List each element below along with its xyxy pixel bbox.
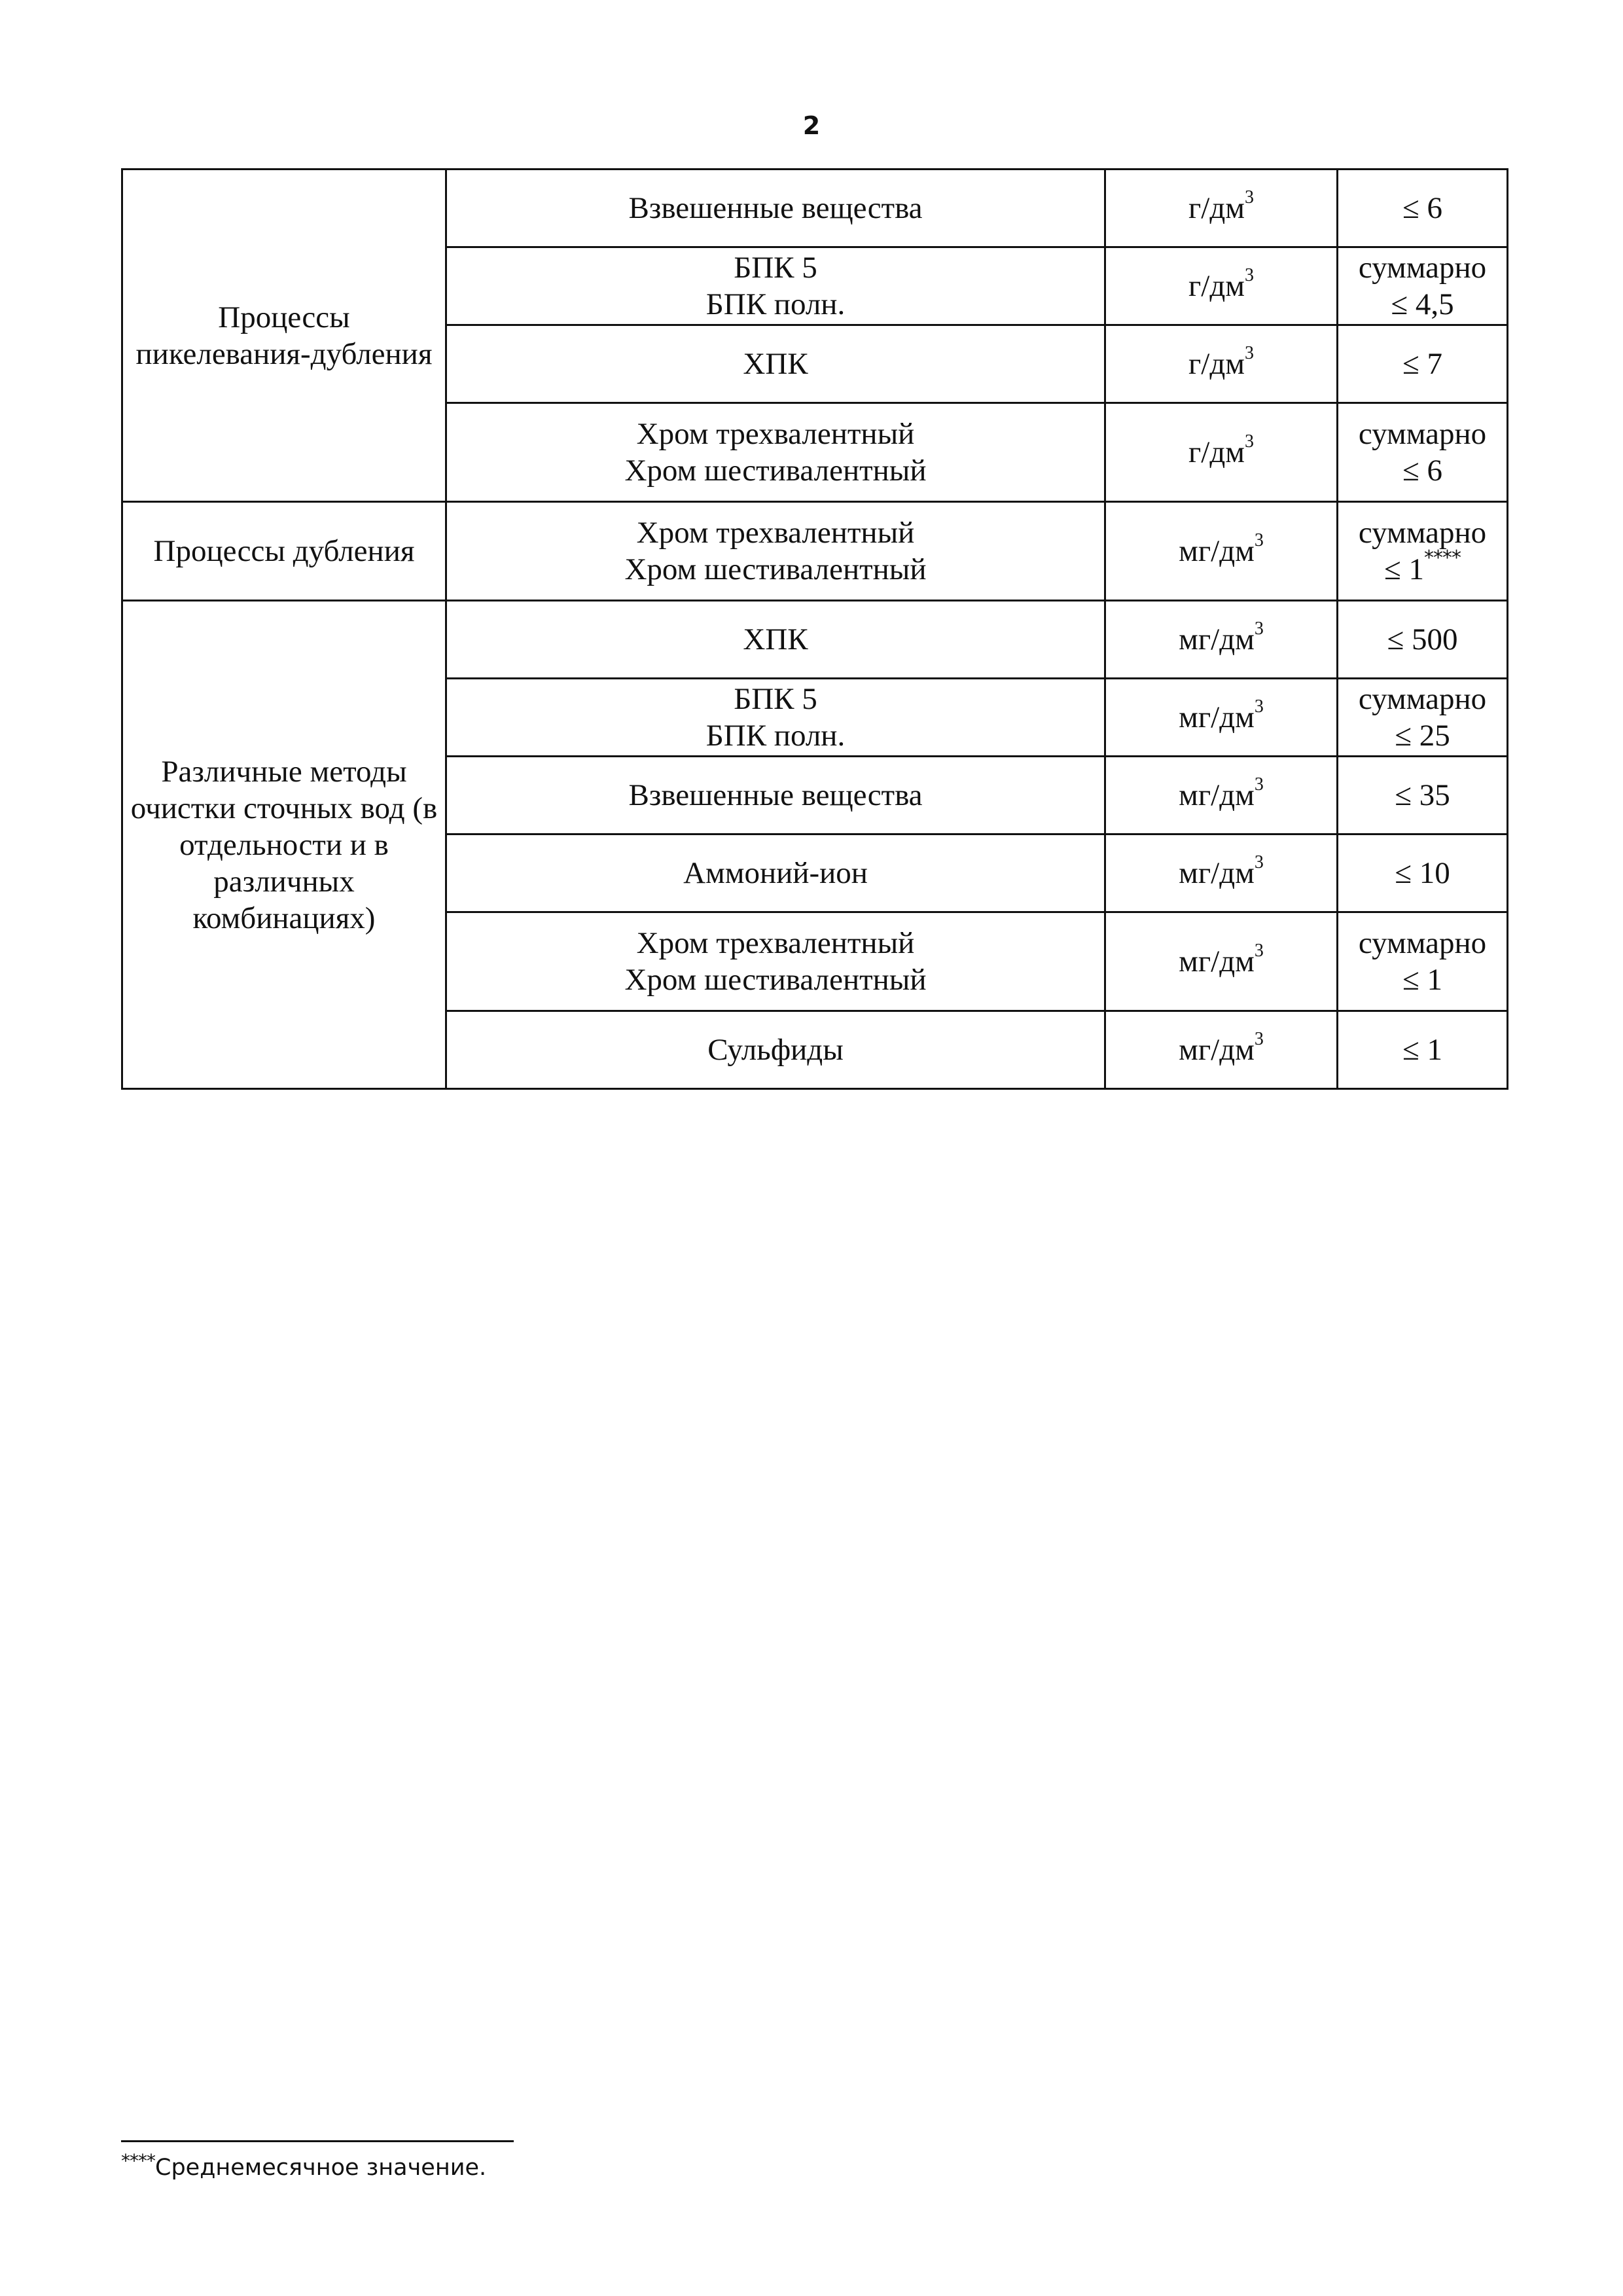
unit-cell: $мг/дм^3$ <box>1105 601 1338 679</box>
page-number: 2 <box>802 111 821 140</box>
footnote-divider <box>121 2140 514 2142</box>
unit-cell: $мг/дм^3$ <box>1105 912 1338 1011</box>
parameter-cell: Сульфиды <box>446 1011 1105 1089</box>
footnote-mark: **** <box>1424 547 1461 570</box>
unit-cell: $мг/дм^3$ <box>1105 679 1338 757</box>
value-cell: ≤ 6 <box>1338 170 1508 247</box>
table-row <box>122 170 1508 247</box>
value-cell: суммарно ≤ 4,5 <box>1338 247 1508 325</box>
norms-table <box>121 168 1508 1090</box>
value-cell: ≤ 500 <box>1338 601 1508 679</box>
value-cell: суммарно ≤ 1 <box>1338 912 1508 1011</box>
value-cell: ≤ 35 <box>1338 757 1508 834</box>
table-row <box>122 601 1508 679</box>
parameter-cell: Хром трехвалентный Хром шестивалентный <box>446 502 1105 601</box>
value-cell: ≤ 1 <box>1338 1011 1508 1089</box>
parameter-cell: БПК 5 БПК полн. <box>446 247 1105 325</box>
unit-cell: $г/дм^3$ <box>1105 325 1338 403</box>
unit-cell: $г/дм^3$ <box>1105 247 1338 325</box>
process-cell: Процессы пикелевания-дубления <box>122 170 446 502</box>
value-cell: ≤ 7 <box>1338 325 1508 403</box>
process-cell: Процессы дубления <box>122 502 446 601</box>
footnote-text: Среднемесячное значение. <box>155 2155 487 2181</box>
parameter-cell: Взвешенные вещества <box>446 757 1105 834</box>
unit-cell: $мг/дм^3$ <box>1105 834 1338 912</box>
parameter-cell: Аммоний-ион <box>446 834 1105 912</box>
parameter-cell: ХПК <box>446 601 1105 679</box>
parameter-cell: Хром трехвалентный Хром шестивалентный <box>446 912 1105 1011</box>
parameter-cell: ХПК <box>446 325 1105 403</box>
footnote <box>121 2150 487 2181</box>
unit-cell: $г/дм^3$ <box>1105 403 1338 502</box>
value-cell: суммарно ≤ 1**** <box>1338 502 1508 601</box>
parameter-cell: БПК 5 БПК полн. <box>446 679 1105 757</box>
process-cell: Различные методы очистки сточных вод (в отдельности и в различных комбинациях) <box>122 601 446 1089</box>
unit-cell: $мг/дм^3$ <box>1105 502 1338 601</box>
table-row <box>122 502 1508 601</box>
unit-cell: $мг/дм^3$ <box>1105 757 1338 834</box>
value-cell: суммарно ≤ 25 <box>1338 679 1508 757</box>
footnote-mark: **** <box>121 2150 155 2172</box>
value-cell: суммарно ≤ 6 <box>1338 403 1508 502</box>
unit-cell: $г/дм^3$ <box>1105 170 1338 247</box>
value-cell: ≤ 10 <box>1338 834 1508 912</box>
parameter-cell: Взвешенные вещества <box>446 170 1105 247</box>
parameter-cell: Хром трехвалентный Хром шестивалентный <box>446 403 1105 502</box>
unit-cell: $мг/дм^3$ <box>1105 1011 1338 1089</box>
